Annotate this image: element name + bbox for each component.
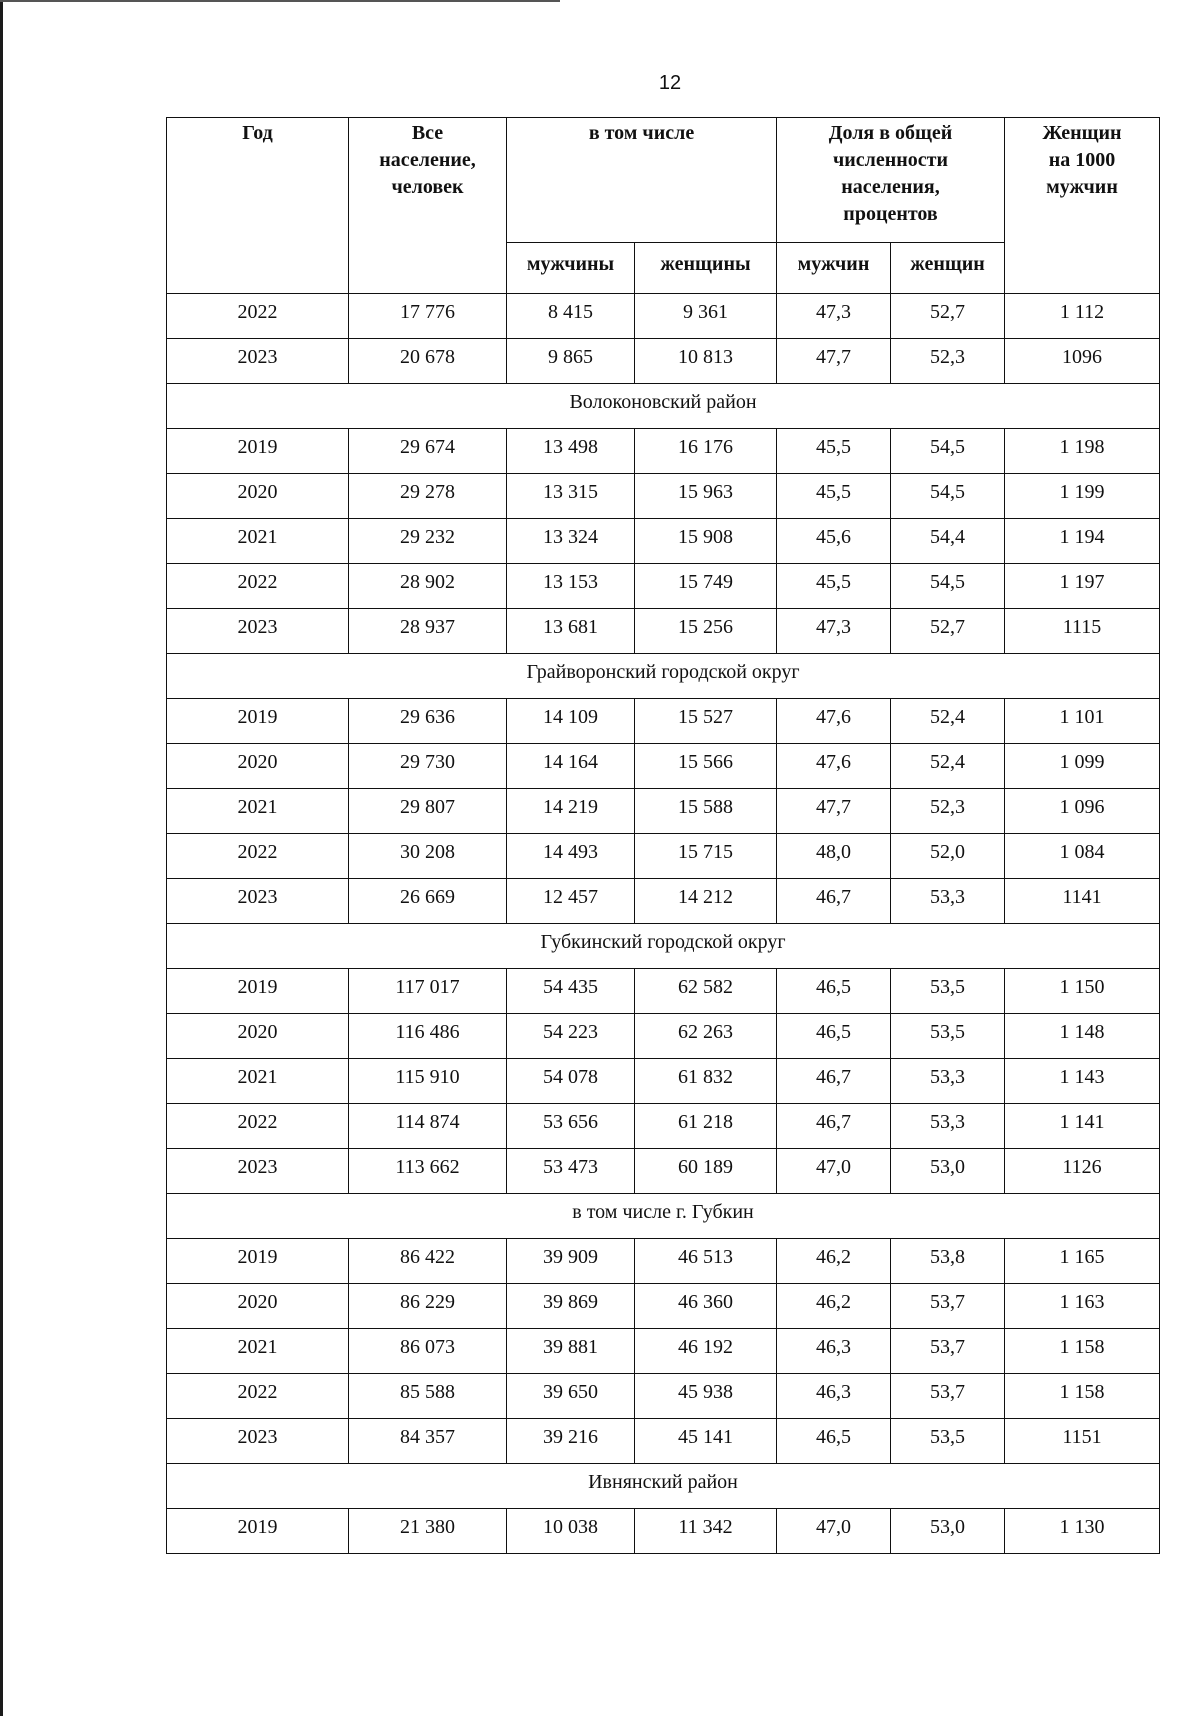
header-women: женщины	[635, 243, 777, 294]
cell-ratio: 1 150	[1005, 969, 1160, 1014]
table-row	[167, 474, 1160, 519]
table-body	[167, 294, 1160, 1554]
cell-ratio: 1115	[1005, 609, 1160, 654]
cell-total: 84 357	[349, 1419, 507, 1464]
cell-women: 15 588	[635, 789, 777, 834]
scan-edge-left	[0, 0, 3, 1716]
table-row	[167, 1104, 1160, 1149]
cell-total: 20 678	[349, 339, 507, 384]
cell-men-pct: 47,0	[777, 1509, 891, 1554]
cell-women: 62 582	[635, 969, 777, 1014]
header-share-men: мужчин	[777, 243, 891, 294]
header-ratio	[1005, 118, 1160, 294]
section-row	[167, 1464, 1160, 1509]
cell-men: 13 324	[507, 519, 635, 564]
cell-men-pct: 46,5	[777, 969, 891, 1014]
cell-women: 14 212	[635, 879, 777, 924]
cell-ratio: 1 130	[1005, 1509, 1160, 1554]
cell-year: 2020	[167, 1014, 349, 1059]
cell-men-pct: 47,7	[777, 339, 891, 384]
cell-year: 2023	[167, 609, 349, 654]
table-row	[167, 294, 1160, 339]
cell-ratio: 1 143	[1005, 1059, 1160, 1104]
cell-men: 39 650	[507, 1374, 635, 1419]
population-table	[166, 117, 1160, 1554]
cell-ratio: 1 112	[1005, 294, 1160, 339]
cell-year: 2022	[167, 564, 349, 609]
cell-men-pct: 46,2	[777, 1239, 891, 1284]
cell-women-pct: 53,5	[891, 1014, 1005, 1059]
cell-women-pct: 52,3	[891, 339, 1005, 384]
cell-men: 39 909	[507, 1239, 635, 1284]
cell-women: 45 141	[635, 1419, 777, 1464]
cell-men: 13 498	[507, 429, 635, 474]
cell-women-pct: 53,0	[891, 1509, 1005, 1554]
cell-women: 15 715	[635, 834, 777, 879]
header-men: мужчины	[507, 243, 635, 294]
page-number: 12	[658, 72, 682, 94]
table-row	[167, 339, 1160, 384]
cell-year: 2020	[167, 474, 349, 519]
cell-ratio: 1 198	[1005, 429, 1160, 474]
cell-men-pct: 46,3	[777, 1374, 891, 1419]
cell-women: 60 189	[635, 1149, 777, 1194]
table-row	[167, 564, 1160, 609]
header-share-text: Доля в общей численности населения, процентов	[828, 122, 953, 225]
cell-women-pct: 52,7	[891, 294, 1005, 339]
cell-men: 53 656	[507, 1104, 635, 1149]
cell-men: 53 473	[507, 1149, 635, 1194]
cell-men: 12 457	[507, 879, 635, 924]
cell-women-pct: 53,5	[891, 1419, 1005, 1464]
table-row	[167, 1329, 1160, 1374]
cell-women: 11 342	[635, 1509, 777, 1554]
header-share	[777, 118, 1005, 243]
cell-men: 14 164	[507, 744, 635, 789]
cell-ratio: 1 163	[1005, 1284, 1160, 1329]
cell-ratio: 1126	[1005, 1149, 1160, 1194]
table-row	[167, 1239, 1160, 1284]
cell-men-pct: 47,3	[777, 294, 891, 339]
cell-men: 9 865	[507, 339, 635, 384]
cell-men: 54 435	[507, 969, 635, 1014]
section-title: Ивнянский район	[167, 1464, 1160, 1509]
cell-men-pct: 46,7	[777, 1104, 891, 1149]
cell-year: 2023	[167, 339, 349, 384]
cell-ratio: 1 084	[1005, 834, 1160, 879]
cell-total: 113 662	[349, 1149, 507, 1194]
cell-men-pct: 46,5	[777, 1419, 891, 1464]
cell-men: 39 881	[507, 1329, 635, 1374]
cell-women-pct: 54,5	[891, 474, 1005, 519]
cell-year: 2023	[167, 1419, 349, 1464]
cell-women: 61 832	[635, 1059, 777, 1104]
header-total-text: Все население, человек	[379, 122, 476, 198]
cell-men: 39 216	[507, 1419, 635, 1464]
cell-total: 26 669	[349, 879, 507, 924]
table-row	[167, 1419, 1160, 1464]
cell-women-pct: 53,3	[891, 879, 1005, 924]
cell-total: 17 776	[349, 294, 507, 339]
cell-ratio: 1 148	[1005, 1014, 1160, 1059]
cell-total: 85 588	[349, 1374, 507, 1419]
table-row	[167, 879, 1160, 924]
table-row	[167, 834, 1160, 879]
cell-year: 2022	[167, 294, 349, 339]
cell-total: 115 910	[349, 1059, 507, 1104]
cell-men: 14 219	[507, 789, 635, 834]
cell-women: 15 963	[635, 474, 777, 519]
cell-women-pct: 53,3	[891, 1104, 1005, 1149]
cell-total: 29 807	[349, 789, 507, 834]
cell-total: 29 232	[349, 519, 507, 564]
header-total	[349, 118, 507, 294]
header-share-women: женщин	[891, 243, 1005, 294]
table-row	[167, 1284, 1160, 1329]
cell-year: 2021	[167, 519, 349, 564]
cell-women: 62 263	[635, 1014, 777, 1059]
cell-women-pct: 54,5	[891, 429, 1005, 474]
cell-men-pct: 45,5	[777, 429, 891, 474]
cell-women-pct: 52,4	[891, 744, 1005, 789]
cell-women: 46 360	[635, 1284, 777, 1329]
cell-total: 117 017	[349, 969, 507, 1014]
cell-total: 29 674	[349, 429, 507, 474]
cell-total: 86 422	[349, 1239, 507, 1284]
cell-men: 13 315	[507, 474, 635, 519]
cell-men-pct: 47,3	[777, 609, 891, 654]
cell-women-pct: 53,5	[891, 969, 1005, 1014]
cell-women-pct: 52,3	[891, 789, 1005, 834]
cell-ratio: 1 101	[1005, 699, 1160, 744]
table-row	[167, 1509, 1160, 1554]
cell-men-pct: 45,6	[777, 519, 891, 564]
cell-year: 2020	[167, 1284, 349, 1329]
cell-year: 2022	[167, 1104, 349, 1149]
cell-total: 28 902	[349, 564, 507, 609]
header-year: Год	[167, 118, 349, 294]
cell-ratio: 1 096	[1005, 789, 1160, 834]
section-row	[167, 654, 1160, 699]
cell-men: 8 415	[507, 294, 635, 339]
cell-year: 2021	[167, 1059, 349, 1104]
table-row	[167, 1014, 1160, 1059]
header-ratio-text: Женщин на 1000 мужчин	[1042, 122, 1122, 198]
cell-men: 39 869	[507, 1284, 635, 1329]
cell-men-pct: 46,7	[777, 1059, 891, 1104]
cell-men-pct: 47,0	[777, 1149, 891, 1194]
cell-women: 9 361	[635, 294, 777, 339]
cell-ratio: 1 165	[1005, 1239, 1160, 1284]
table-row	[167, 429, 1160, 474]
cell-men-pct: 45,5	[777, 474, 891, 519]
cell-women-pct: 53,8	[891, 1239, 1005, 1284]
cell-men-pct: 46,7	[777, 879, 891, 924]
cell-women: 15 566	[635, 744, 777, 789]
cell-ratio: 1 158	[1005, 1374, 1160, 1419]
cell-women-pct: 53,0	[891, 1149, 1005, 1194]
scan-edge-top	[0, 0, 560, 2]
cell-women: 61 218	[635, 1104, 777, 1149]
cell-men-pct: 48,0	[777, 834, 891, 879]
cell-women-pct: 53,7	[891, 1284, 1005, 1329]
cell-total: 30 208	[349, 834, 507, 879]
cell-women-pct: 53,3	[891, 1059, 1005, 1104]
cell-ratio: 1141	[1005, 879, 1160, 924]
cell-women-pct: 52,4	[891, 699, 1005, 744]
section-row	[167, 1194, 1160, 1239]
section-row	[167, 924, 1160, 969]
cell-year: 2021	[167, 789, 349, 834]
table-row	[167, 1149, 1160, 1194]
cell-total: 86 073	[349, 1329, 507, 1374]
cell-men: 14 109	[507, 699, 635, 744]
cell-total: 29 636	[349, 699, 507, 744]
cell-ratio: 1 099	[1005, 744, 1160, 789]
cell-ratio: 1 194	[1005, 519, 1160, 564]
cell-women: 15 749	[635, 564, 777, 609]
cell-men-pct: 46,3	[777, 1329, 891, 1374]
cell-total: 114 874	[349, 1104, 507, 1149]
cell-ratio: 1151	[1005, 1419, 1160, 1464]
table-row	[167, 969, 1160, 1014]
table-row	[167, 609, 1160, 654]
cell-women-pct: 54,4	[891, 519, 1005, 564]
cell-men-pct: 46,5	[777, 1014, 891, 1059]
section-title: Грайворонский городской округ	[167, 654, 1160, 699]
cell-women-pct: 52,7	[891, 609, 1005, 654]
header-row-1	[167, 118, 1160, 243]
cell-women-pct: 53,7	[891, 1329, 1005, 1374]
cell-women-pct: 53,7	[891, 1374, 1005, 1419]
table-row	[167, 744, 1160, 789]
cell-men: 10 038	[507, 1509, 635, 1554]
cell-total: 116 486	[349, 1014, 507, 1059]
cell-women: 45 938	[635, 1374, 777, 1419]
section-row	[167, 384, 1160, 429]
cell-year: 2019	[167, 1509, 349, 1554]
cell-total: 29 278	[349, 474, 507, 519]
cell-ratio: 1 141	[1005, 1104, 1160, 1149]
cell-total: 28 937	[349, 609, 507, 654]
cell-year: 2019	[167, 969, 349, 1014]
section-title: Губкинский городской округ	[167, 924, 1160, 969]
section-title: в том числе г. Губкин	[167, 1194, 1160, 1239]
cell-men: 54 078	[507, 1059, 635, 1104]
cell-women: 15 908	[635, 519, 777, 564]
cell-men-pct: 47,6	[777, 699, 891, 744]
cell-men: 13 153	[507, 564, 635, 609]
table-row	[167, 519, 1160, 564]
cell-women: 46 513	[635, 1239, 777, 1284]
cell-men-pct: 47,7	[777, 789, 891, 834]
cell-ratio: 1 197	[1005, 564, 1160, 609]
cell-year: 2023	[167, 1149, 349, 1194]
cell-ratio: 1 158	[1005, 1329, 1160, 1374]
cell-women: 15 527	[635, 699, 777, 744]
cell-women-pct: 52,0	[891, 834, 1005, 879]
cell-men: 54 223	[507, 1014, 635, 1059]
cell-total: 86 229	[349, 1284, 507, 1329]
cell-ratio: 1 199	[1005, 474, 1160, 519]
table-row	[167, 699, 1160, 744]
cell-year: 2023	[167, 879, 349, 924]
cell-men: 13 681	[507, 609, 635, 654]
cell-women-pct: 54,5	[891, 564, 1005, 609]
cell-women: 10 813	[635, 339, 777, 384]
table-row	[167, 1374, 1160, 1419]
table-row	[167, 789, 1160, 834]
cell-year: 2019	[167, 1239, 349, 1284]
cell-year: 2019	[167, 429, 349, 474]
cell-total: 21 380	[349, 1509, 507, 1554]
cell-year: 2020	[167, 744, 349, 789]
cell-women: 16 176	[635, 429, 777, 474]
cell-men-pct: 47,6	[777, 744, 891, 789]
cell-men: 14 493	[507, 834, 635, 879]
cell-total: 29 730	[349, 744, 507, 789]
cell-ratio: 1096	[1005, 339, 1160, 384]
cell-men-pct: 45,5	[777, 564, 891, 609]
cell-women: 15 256	[635, 609, 777, 654]
section-title: Волоконовский район	[167, 384, 1160, 429]
cell-men-pct: 46,2	[777, 1284, 891, 1329]
header-including: в том числе	[507, 118, 777, 243]
cell-year: 2022	[167, 1374, 349, 1419]
cell-year: 2022	[167, 834, 349, 879]
cell-year: 2019	[167, 699, 349, 744]
cell-year: 2021	[167, 1329, 349, 1374]
cell-women: 46 192	[635, 1329, 777, 1374]
table-row	[167, 1059, 1160, 1104]
